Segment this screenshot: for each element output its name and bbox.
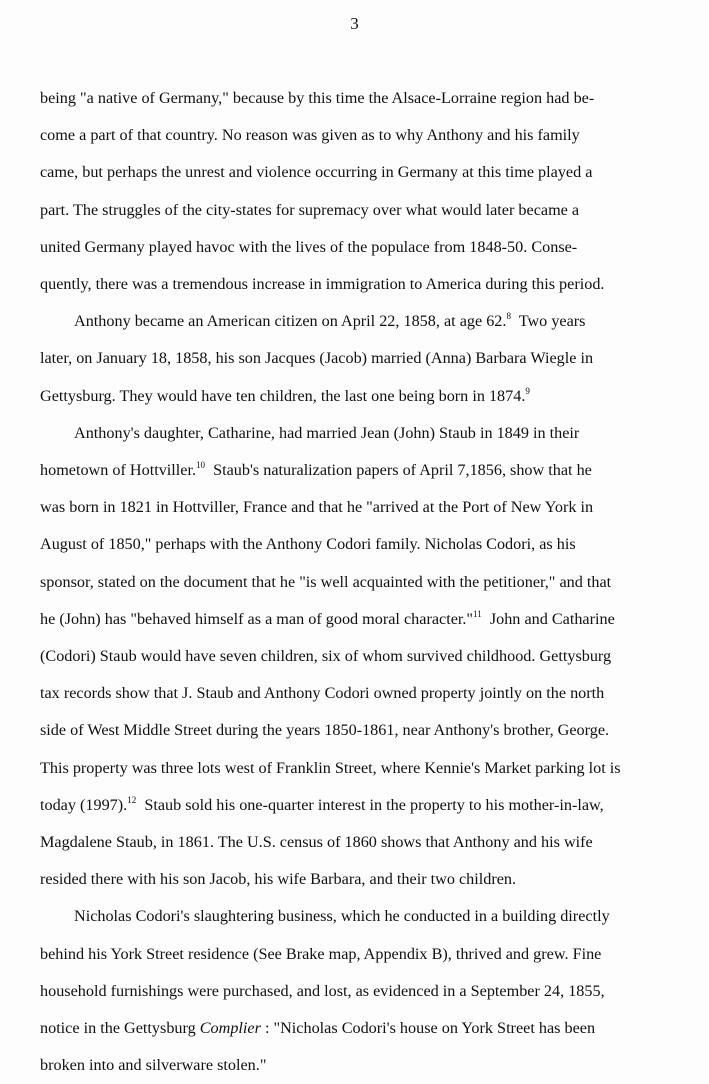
text-line: being "a native of Germany," because by this time the Alsace-Lorraine region had be-: [40, 89, 595, 107]
line-text: Two years: [510, 312, 586, 331]
text-line: tax records show that J. Staub and Anthony Codori owned property jointly on the north: [40, 684, 605, 703]
text-line: [40, 378, 680, 415]
footnote-marker: 11: [473, 608, 482, 619]
text-line: [40, 1010, 680, 1047]
footnote-marker: 12: [127, 794, 137, 805]
page-number: 3: [350, 14, 359, 33]
line-text: he (John) has "behaved himself as a man of good moral character.": [40, 609, 474, 628]
line-text: notice in the Gettysburg: [40, 1019, 200, 1038]
text-line: [40, 787, 680, 824]
text-line: quently, there was a tremendous increase in immigration to America during this period.: [40, 275, 605, 294]
text-line: united Germany played havoc with the lives of the populace from 1848-50. Conse-: [40, 237, 578, 256]
body-text: [40, 80, 680, 1084]
text-line: later, on January 18, 1858, his son Jacques (Jacob) married (Anna) Barbara Wiegle in: [40, 349, 594, 368]
text-line: was born in 1821 in Hottviller, France and that he "arrived at the Port of New York in: [40, 498, 594, 517]
text-line: [40, 452, 680, 489]
text-line: Magdalene Staub, in 1861. The U.S. census of 1860 shows that Anthony and his wife: [40, 833, 593, 852]
text-line: August of 1850," perhaps with the Anthony Codori family. Nicholas Codori, as his: [40, 535, 576, 554]
text-line: Nicholas Codori's slaughtering business, which he conducted in a building directly: [74, 907, 610, 926]
text-line: behind his York Street residence (See Brake map, Appendix B), thrived and grew. Fine: [40, 944, 602, 963]
text-line: broken into and silverware stolen.": [40, 1056, 267, 1075]
text-line: This property was three lots west of Franklin Street, where Kennie's Market parking lot is: [40, 758, 621, 777]
text-line: sponsor, stated on the document that he "is well acquainted with the petitioner," and that: [40, 572, 612, 591]
line-text: Staub sold his one-quarter interest in the property to his mother-in-law,: [136, 795, 604, 814]
text-line: household furnishings were purchased, and lost, as evidenced in a September 24, 1855,: [40, 981, 605, 1000]
line-text: : "Nicholas Codori's house on York Street has been: [260, 1019, 596, 1038]
line-text: Staub's naturalization papers of April 7,1856, show that he: [205, 461, 592, 480]
footnote-marker: 9: [525, 385, 530, 396]
text-line: resided there with his son Jacob, his wife Barbara, and their two children.: [40, 870, 517, 889]
text-line: [40, 601, 680, 638]
text-line: came, but perhaps the unrest and violence occurring in Germany at this time played a: [40, 163, 593, 182]
line-text: hometown of Hottviller.: [40, 461, 197, 480]
footnote-marker: 8: [506, 311, 511, 322]
line-text: Gettysburg. They would have ten children, the last one being born in 1874.: [40, 386, 526, 405]
footnote-marker: 10: [196, 460, 206, 471]
text-line: part. The struggles of the city-states for supremacy over what would later became a: [40, 200, 580, 219]
line-text: John and Catharine: [481, 609, 615, 628]
line-text: today (1997).: [40, 795, 128, 814]
text-line: come a part of that country. No reason was given as to why Anthony and his family: [40, 126, 580, 145]
text-line: (Codori) Staub would have seven children, six of whom survived childhood. Gettysburg: [40, 647, 612, 666]
text-line: Anthony's daughter, Catharine, had married Jean (John) Staub in 1849 in their: [74, 423, 580, 442]
line-text: Anthony became an American citizen on April 22, 1858, at age 62.: [74, 312, 507, 331]
newspaper-title: Complier: [199, 1019, 261, 1038]
text-line: side of West Middle Street during the years 1850-1861, near Anthony's brother, George.: [40, 721, 610, 740]
text-line: [40, 303, 680, 340]
